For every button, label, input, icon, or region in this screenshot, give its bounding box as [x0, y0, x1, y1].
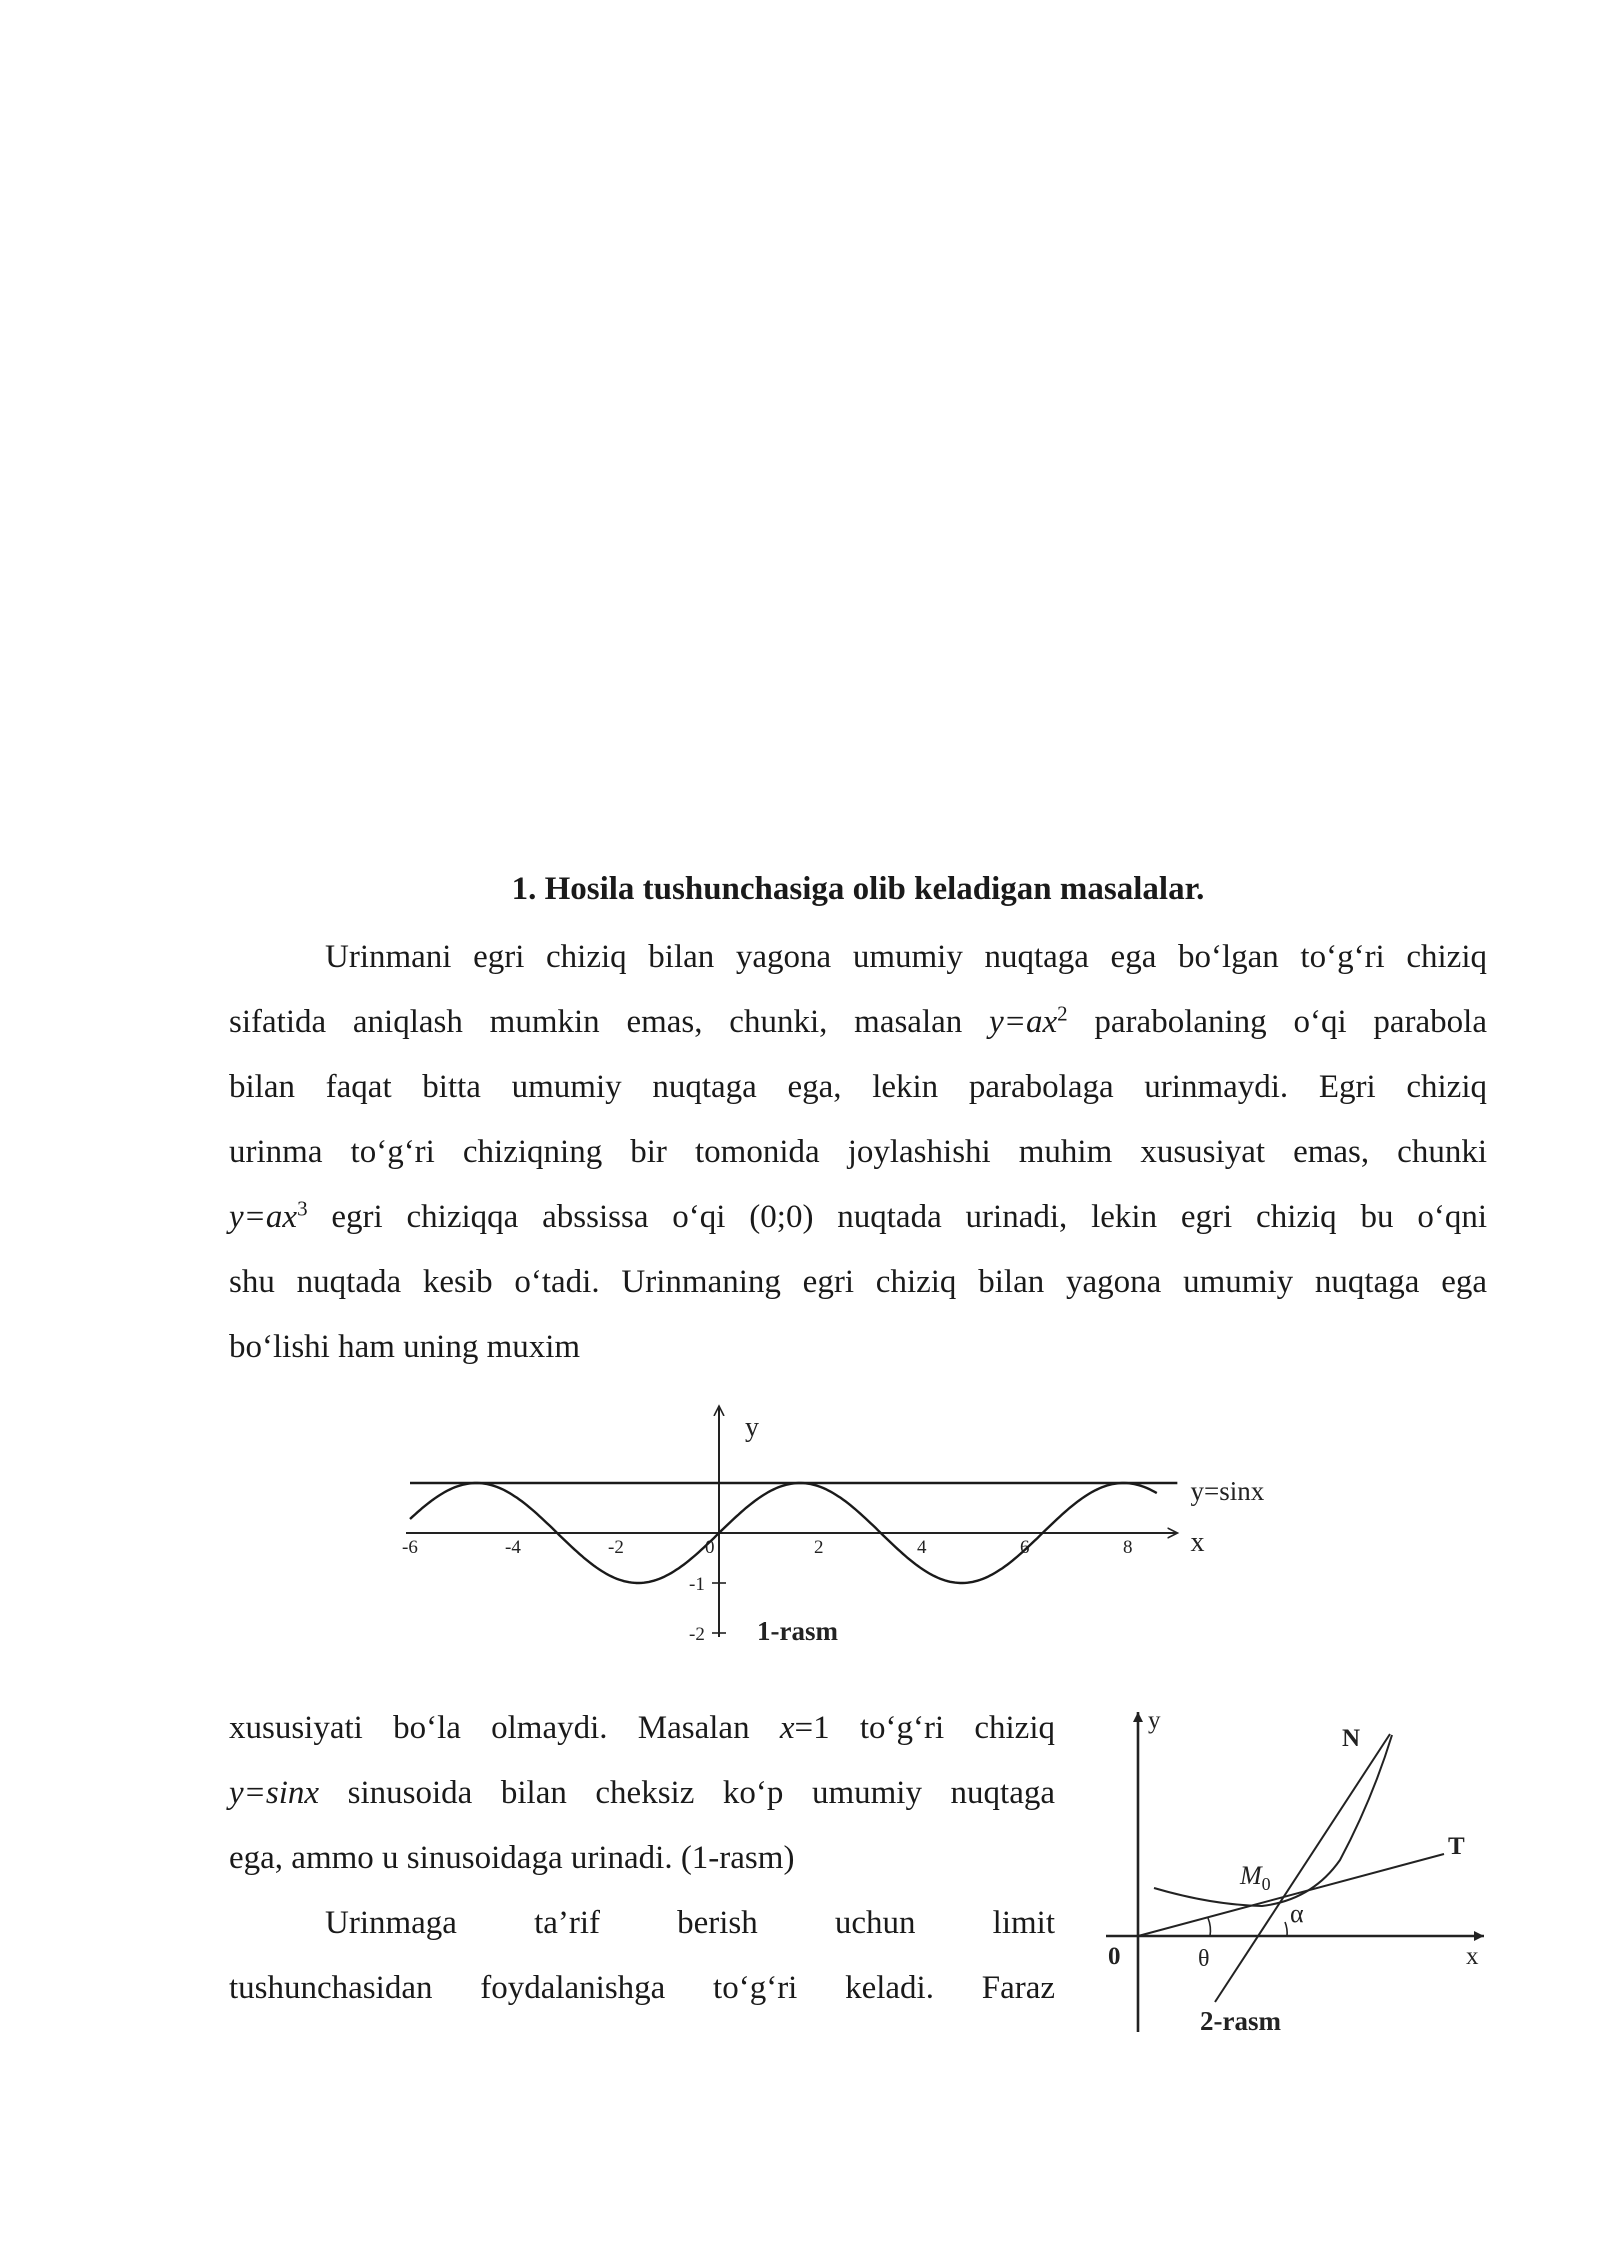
- y-tick-label: -2: [689, 1624, 705, 1645]
- figure-sine-graph: [402, 1400, 1302, 1660]
- curve: [1154, 1735, 1392, 1906]
- text-line: y=sinx sinusoida bilan cheksiz ko‘p umumiy nuqtaga: [229, 1775, 1055, 1811]
- x-tick-label: 6: [1020, 1537, 1030, 1558]
- text-line: xususiyati bo‘la olmaydi. Masalan x=1 to‘g‘ri chiziq: [229, 1710, 1055, 1746]
- exponent: 3: [297, 1196, 308, 1221]
- text-line: tushunchasidan foydalanishga to‘g‘ri keladi. Faraz: [229, 1970, 1055, 2006]
- variable-x: x: [779, 1710, 795, 1746]
- formula-parabola: y=ax: [989, 1004, 1058, 1040]
- x-tick-label: -4: [505, 1537, 521, 1558]
- text-line: shu nuqtada kesib o‘tadi. Urinmaning egri chiziq bilan yagona umumiy nuqtaga ega: [229, 1264, 1487, 1300]
- section-heading: 1. Hosila tushunchasiga olib keladigan masalalar.: [511, 871, 1205, 907]
- angle-arc-theta: [1208, 1918, 1210, 1936]
- origin-label: 0: [1108, 1943, 1121, 1970]
- x-axis-label: x: [1466, 1943, 1479, 1970]
- x-tick-label: -2: [608, 1537, 624, 1558]
- x-tick-label: 8: [1123, 1537, 1133, 1558]
- figure-caption: 1-rasm: [757, 1616, 838, 1646]
- angle-alpha-label: α: [1290, 1899, 1304, 1928]
- axes: [406, 1406, 1178, 1637]
- text-line: $y=ax^3$ egri chiziqqa abssissa o‘qi (0;0) nuqtada urinadi, lekin egri chiziq bu o‘qni: [229, 1196, 1487, 1235]
- formula-cubic: y=ax: [229, 1199, 298, 1235]
- x-axis-label: x: [1190, 1527, 1205, 1558]
- text-line: sifatida aniqlash mumkin emas, chunki, masalan $y=ax^2$ parabolaning o‘qi parabola: [229, 1001, 1487, 1040]
- y-tick-label: -1: [689, 1574, 705, 1595]
- text-line: ega, ammo u sinusoidaga urinadi. (1-rasm): [229, 1840, 795, 1876]
- paragraph-sine-example: [229, 1696, 1055, 2021]
- text-line: urinma to‘g‘ri chiziqning bir tomonida joylashishi muhim xususiyat emas, chunki: [229, 1134, 1487, 1170]
- y-axis-label: y: [745, 1412, 759, 1443]
- figure-tangent-diagram: [1092, 1700, 1492, 2045]
- x-tick-label: 4: [917, 1537, 927, 1558]
- x-tick-label: 2: [814, 1537, 824, 1558]
- curve-label: y=sinx: [1190, 1476, 1265, 1506]
- text-line: Urinmaga ta’rif berish uchun limit: [325, 1905, 1055, 1941]
- exponent: 2: [1057, 1001, 1068, 1026]
- text-line: bo‘lishi ham uning muxim: [229, 1329, 581, 1365]
- y-axis-label: y: [1148, 1707, 1161, 1734]
- angle-arc-alpha: [1285, 1922, 1287, 1936]
- angle-theta-label: θ: [1198, 1946, 1210, 1972]
- tangent-t-label: T: [1448, 1833, 1465, 1860]
- text-line: bilan faqat bitta umumiy nuqtaga ega, lekin parabolaga urinmaydi. Egri chiziq: [229, 1069, 1487, 1105]
- formula-sine: y=sinx: [229, 1775, 320, 1811]
- point-n-label: N: [1342, 1725, 1361, 1752]
- paragraph-intro: [229, 925, 1487, 1380]
- x-tick-label: -6: [402, 1537, 418, 1558]
- point-m-label: $M_0$: [1240, 1861, 1271, 1894]
- text-line: Urinmani egri chiziq bilan yagona umumiy nuqtaga ega bo‘lgan to‘g‘ri chiziq: [325, 939, 1487, 975]
- x-tick-label: 0: [705, 1537, 715, 1558]
- figure-caption: 2-rasm: [1200, 2006, 1281, 2036]
